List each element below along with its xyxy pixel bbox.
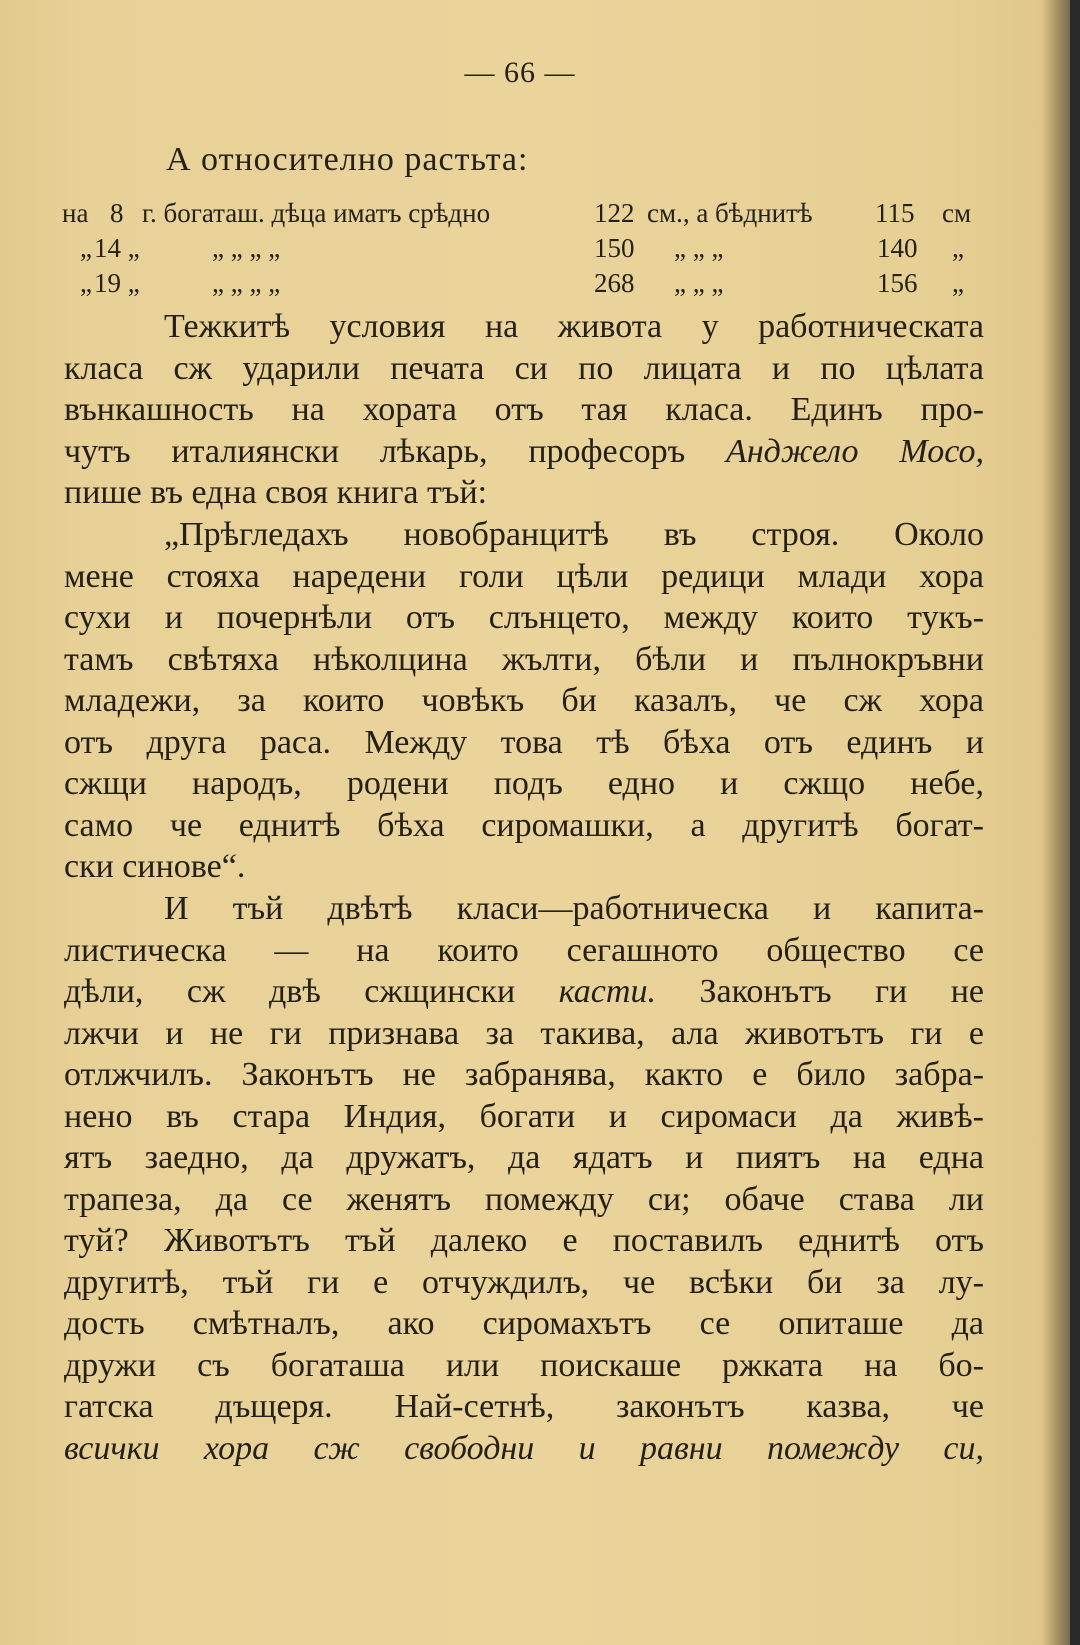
paragraph-working-class bbox=[64, 306, 984, 514]
stats-prefix: „ bbox=[80, 268, 92, 298]
page-number: — 66 — bbox=[464, 56, 576, 89]
stats-rich-height: 268 bbox=[594, 268, 635, 298]
italic-name: Анджело Мосо, bbox=[726, 432, 984, 470]
section-heading: А относително растьта: bbox=[166, 141, 529, 178]
stats-rich-height: 122 bbox=[594, 198, 635, 228]
stats-poor-height: 156 bbox=[877, 268, 918, 298]
text-fragment: Законътъ ги не bbox=[699, 973, 984, 1010]
stats-row bbox=[62, 198, 987, 230]
stats-rich-height: 150 bbox=[594, 233, 635, 263]
text-line bbox=[64, 431, 984, 473]
text-line: вънкашность на хората отъ тая класа. Единъ про- bbox=[64, 391, 984, 428]
text-line: сжщи народъ, родени подъ едно и сжщо небе, bbox=[64, 765, 984, 802]
text-line: „Прѣгледахъ новобранцитѣ въ строя. Около bbox=[164, 516, 984, 553]
stats-unit: см bbox=[942, 198, 972, 228]
text-line: младежи, за които човѣкъ би казалъ, че сж хора bbox=[64, 682, 984, 719]
stats-rich-unit: „ „ „ bbox=[674, 233, 724, 263]
text-line: мене стояха наредени голи цѣли редици млади хора bbox=[64, 557, 984, 595]
text-line: трапеза, да се женятъ помежду си; обаче става ли bbox=[64, 1180, 984, 1218]
stats-age: 8 bbox=[110, 198, 124, 228]
italic-castes: касти. bbox=[558, 973, 656, 1010]
text-line: тамъ свѣтяха нѣколцина жълти, бѣли и пълнокръвни bbox=[64, 640, 984, 678]
text-line: ятъ заедно, да дружатъ, да ядатъ и пиятъ на една bbox=[64, 1139, 984, 1176]
stats-age: 14 „ bbox=[94, 233, 140, 263]
stats-unit: „ bbox=[952, 268, 964, 298]
binding-edge bbox=[1070, 0, 1080, 1645]
stats-prefix: на bbox=[62, 198, 89, 228]
text-line: само че еднитѣ бѣха сиромашки, а другитѣ богат- bbox=[64, 806, 984, 844]
stats-poor-height: 140 bbox=[877, 233, 918, 263]
paragraph-quotation bbox=[64, 514, 984, 888]
stats-poor-height: 115 bbox=[875, 198, 915, 228]
text-fragment: дѣли, сж двѣ сжщински bbox=[64, 973, 559, 1010]
text-line: гатска дъщеря. Най-сетнѣ, законътъ казва, че bbox=[64, 1388, 984, 1425]
stats-rich-unit: „ „ „ bbox=[674, 268, 724, 298]
paragraph-two-classes bbox=[64, 888, 984, 1469]
text-line: дость смѣтналъ, ако сиромахътъ се опиташе да bbox=[64, 1305, 984, 1342]
stats-text: „ „ „ „ bbox=[212, 268, 281, 298]
text-line: лжчи и не ги признава за такива, ала животътъ ги е bbox=[64, 1014, 984, 1052]
stats-rich-unit: см., а бѣднитѣ bbox=[647, 198, 813, 228]
stats-text: г. богаташ. дѣца иматъ срѣдно bbox=[142, 198, 491, 228]
text-line: листическа — на които сегашното общество се bbox=[64, 931, 984, 969]
stats-unit: „ bbox=[952, 233, 964, 263]
stats-age: 19 „ bbox=[94, 268, 140, 298]
text-fragment: чутъ италиянски лѣкарь, професоръ bbox=[64, 432, 727, 470]
text-line: Тежкитѣ условия на живота у работническата bbox=[164, 308, 984, 345]
text-line: сухи и почернѣли отъ слънцето, между които тукъ- bbox=[64, 599, 984, 636]
text-line: отъ друга раса. Между това тѣ бѣха отъ единъ и bbox=[64, 723, 984, 761]
text-line: туй? Животътъ тъй далеко е поставилъ еднитѣ отъ bbox=[64, 1222, 984, 1259]
text-line: ски синове“. bbox=[64, 848, 246, 885]
text-line: дружи съ богаташа или поискаше ржката на бо- bbox=[64, 1346, 984, 1384]
stats-text: „ „ „ „ bbox=[212, 233, 281, 263]
text-line: нено въ стара Индия, богати и сиромаси да живѣ- bbox=[64, 1097, 984, 1135]
stats-row bbox=[62, 268, 987, 300]
stats-prefix: „ bbox=[80, 233, 92, 263]
text-line: пише въ една своя книга тъй: bbox=[64, 474, 488, 511]
text-line: класа сж ударили печата си по лицата и по цѣлата bbox=[64, 349, 984, 387]
italic-final-line: всички хора сж свободни и равни помежду си, bbox=[64, 1429, 984, 1467]
text-line: И тъй двѣтѣ класи—работническа и капита- bbox=[164, 890, 984, 927]
text-line bbox=[64, 971, 984, 1013]
text-line: другитѣ, тъй ги е отчуждилъ, че всѣки би за лу- bbox=[64, 1263, 984, 1301]
text-line: отлжчилъ. Законътъ не забранява, както е било забра- bbox=[64, 1056, 984, 1093]
stats-row bbox=[62, 233, 987, 265]
